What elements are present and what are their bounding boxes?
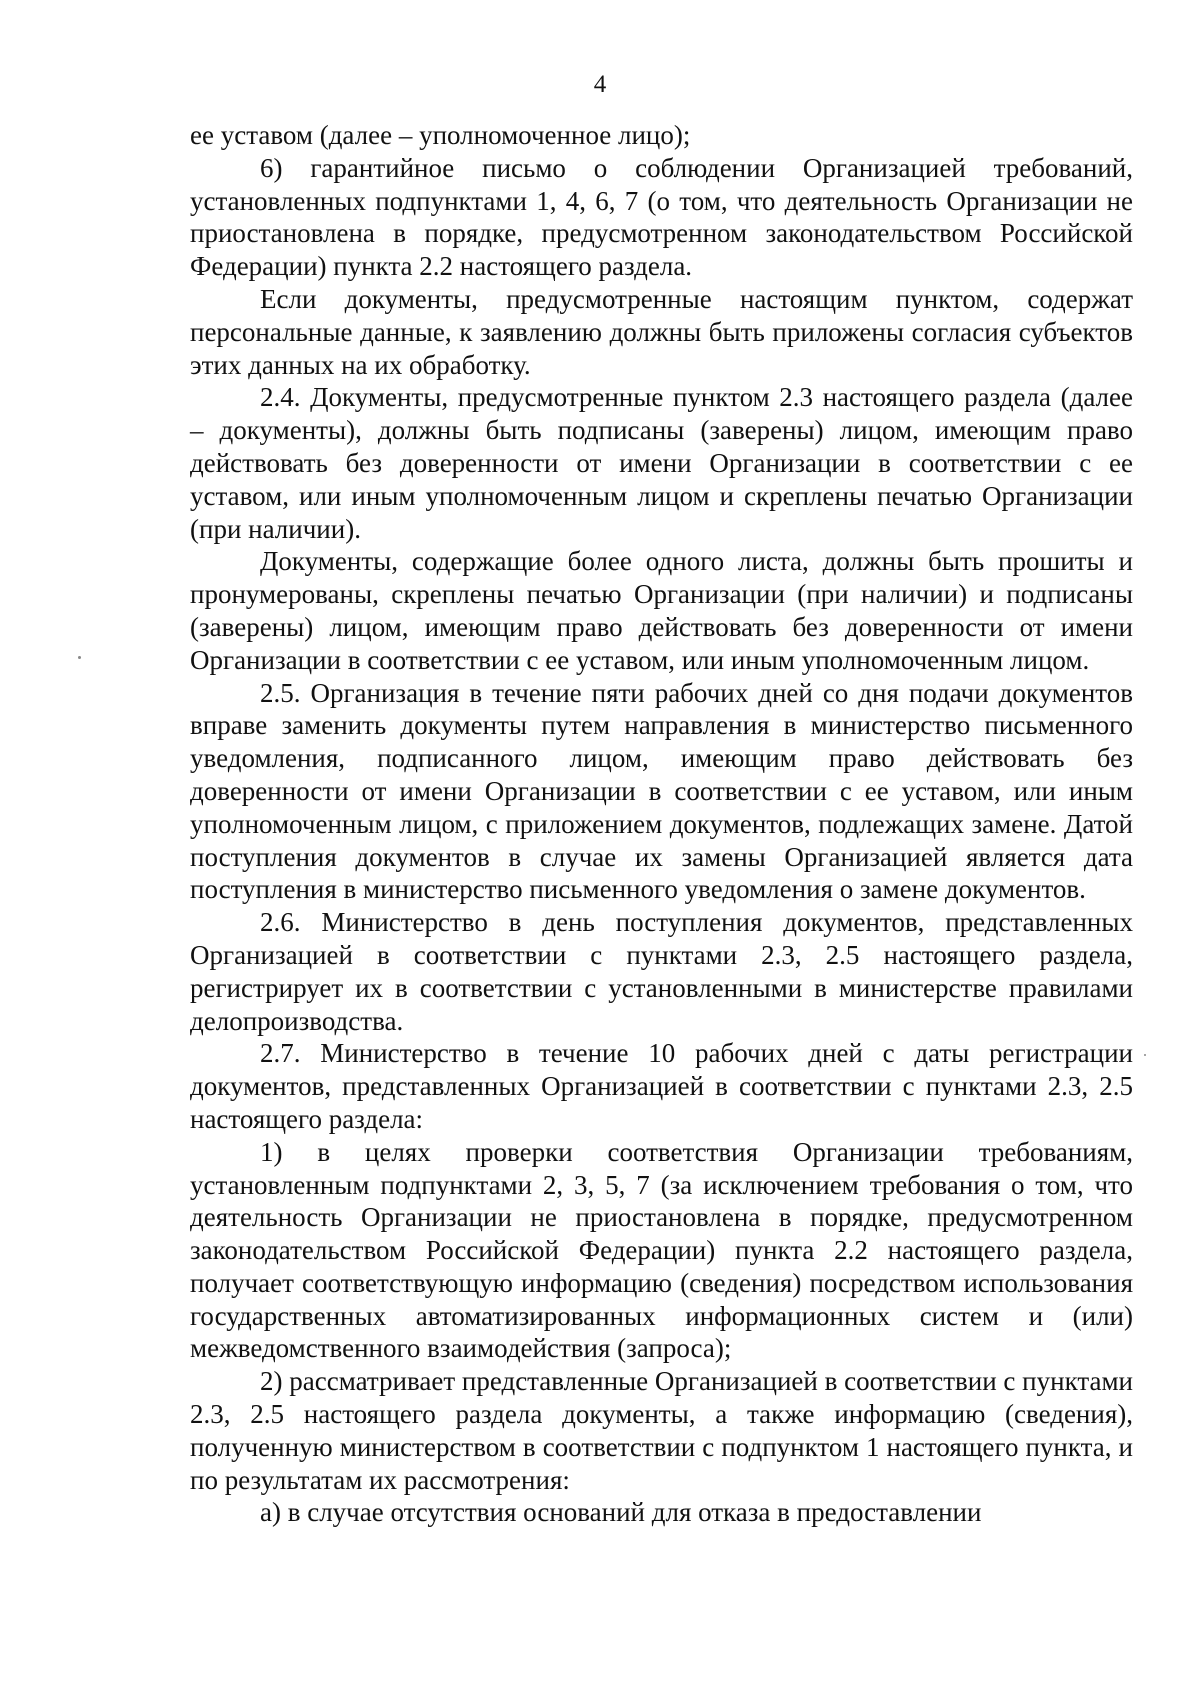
paragraph-continuation: ее уставом (далее – уполномоченное лицо);: [190, 120, 691, 150]
scan-speck: [1144, 1054, 1146, 1056]
paragraph-2-7-item-1: 1) в целях проверки соответствия Организации требованиям, установленным подпунктами 2, 3, 5, 7 (за исключением требования о том, что деятельность Организации не приостановлена в порядке, предусмотренном законодательством Российской Федерации) пункта 2.2 настоящего раздела, получает соответствующую информацию (сведения) посредством использования государственных автоматизированных информационных систем и (или) межведомственного взаимодействия (запроса);: [190, 1136, 1133, 1364]
paragraph-item-6: 6) гарантийное письмо о соблюдении Организацией требований, установленных подпунктами 1, 4, 6, 7 (о том, что деятельность Организации не приостановлена в порядке, предусмотренном законодательством Российской Федерации) пункта 2.2 настоящего раздела.: [190, 152, 1133, 282]
scan-speck: [78, 656, 81, 659]
paragraph-2-7-item-a: а) в случае отсутствия оснований для отказа в предоставлении: [260, 1497, 982, 1528]
paragraph-personal-data: Если документы, предусмотренные настоящим пунктом, содержат персональные данные, к заявлению должны быть приложены согласия субъектов этих данных на их обработку.: [190, 283, 1133, 380]
paragraph-2-5: 2.5. Организация в течение пяти рабочих дней со дня подачи документов вправе заменить документы путем направления в министерство письменного уведомления, подписанного лицом, имеющим право действовать без доверенности от имени Организации в соответствии с ее уставом, или иным уполномоченным лицом, с приложением документов, подлежащих замене. Датой поступления документов в случае их замены Организацией является дата поступления в министерство письменного уведомления о замене документов.: [190, 677, 1133, 905]
paragraph-2-7-item-2: 2) рассматривает представленные Организацией в соответствии с пунктами 2.3, 2.5 настоящего раздела документы, а также информацию (сведения), полученную министерством в соответствии с подпунктом 1 настоящего пункта, и по результатам их рассмотрения:: [190, 1366, 1133, 1495]
paragraph-2-7: 2.7. Министерство в течение 10 рабочих дней с даты регистрации документов, представленных Организацией в соответствии с пунктами 2.3, 2.5 настоящего раздела:: [190, 1038, 1133, 1134]
paragraph-2-6: 2.6. Министерство в день поступления документов, представленных Организацией в соответствии с пунктами 2.3, 2.5 настоящего раздела, регистрирует их в соответствии с установленными в министерстве правилами делопроизводства.: [190, 907, 1133, 1036]
page-number: 4: [593, 71, 607, 98]
document-body: [190, 119, 1133, 1529]
paragraph-2-4: 2.4. Документы, предусмотренные пунктом 2.3 настоящего раздела (далее – документы), должны быть подписаны (заверены) лицом, имеющим право действовать без доверенности от имени Организации в соответствии с ее уставом, или иным уполномоченным лицом и скреплены печатью Организации (при наличии).: [190, 382, 1133, 544]
paragraph-multi-sheet: Документы, содержащие более одного листа, должны быть прошиты и пронумерованы, скреплены печатью Организации (при наличии) и подписаны (заверены) лицом, имеющим право действовать без доверенности от имени Организации в соответствии с ее уставом, или иным уполномоченным лицом.: [190, 546, 1133, 675]
